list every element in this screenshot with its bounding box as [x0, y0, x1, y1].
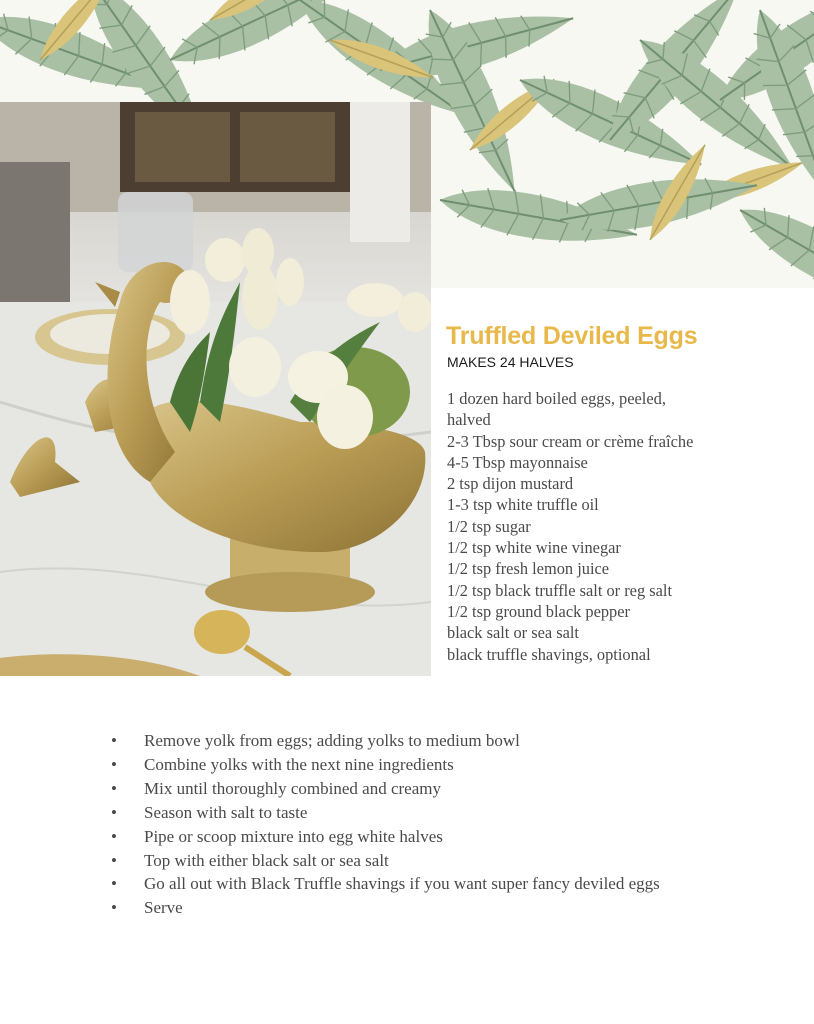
ingredient-line: black salt or sea salt — [447, 623, 579, 643]
recipe-card — [431, 288, 814, 676]
direction-step — [108, 801, 788, 825]
ingredient-line: 1-3 tsp white truffle oil — [447, 495, 599, 515]
direction-text: Remove yolk from eggs; adding yolks to medium bowl — [144, 731, 520, 750]
direction-step — [108, 849, 788, 873]
directions-list — [108, 729, 788, 920]
bullet-icon: • — [111, 826, 117, 846]
direction-step — [108, 872, 788, 896]
bullet-icon: • — [111, 754, 117, 774]
direction-step — [108, 777, 788, 801]
direction-step — [108, 825, 788, 849]
bullet-icon: • — [111, 802, 117, 822]
ingredient-line: 2 tsp dijon mustard — [447, 474, 574, 494]
direction-step — [108, 729, 788, 753]
bullet-icon: • — [111, 731, 117, 750]
ingredient-line: 1/2 tsp sugar — [447, 516, 531, 536]
ingredient-line: black truffle shavings, optional — [447, 644, 651, 664]
recipe-yield: MAKES 24 HALVES — [447, 354, 574, 370]
bullet-icon: • — [111, 898, 117, 918]
ingredient-line: halved — [447, 410, 491, 430]
photo-illustration — [0, 102, 431, 676]
ingredient-line: 1/2 tsp black truffle salt or reg salt — [447, 580, 673, 600]
direction-text: Top with either black salt or sea salt — [144, 850, 389, 870]
swan-centerpiece-photo — [0, 102, 431, 676]
direction-text: Mix until thoroughly combined and creamy — [144, 778, 441, 798]
bullet-icon: • — [111, 850, 117, 870]
ingredient-line: 1/2 tsp ground black pepper — [447, 601, 630, 621]
direction-text: Go all out with Black Truffle shavings if you want super fancy deviled eggs — [144, 874, 660, 894]
direction-text: Season with salt to taste — [144, 802, 308, 822]
ingredient-line: 1/2 tsp fresh lemon juice — [447, 559, 610, 579]
direction-step — [108, 896, 788, 920]
recipe-title: Truffled Deviled Eggs — [446, 322, 698, 350]
ingredient-line: 4-5 Tbsp mayonnaise — [447, 452, 588, 472]
direction-step — [108, 753, 788, 777]
ingredient-line: 2-3 Tbsp sour cream or crème fraîche — [447, 431, 694, 451]
ingredient-line: 1 dozen hard boiled eggs, peeled, — [447, 389, 666, 408]
bullet-icon: • — [111, 874, 117, 894]
direction-text: Combine yolks with the next nine ingredients — [144, 754, 454, 774]
direction-text: Serve — [144, 898, 183, 918]
ingredient-line: 1/2 tsp white wine vinegar — [447, 538, 621, 558]
bullet-icon: • — [111, 778, 117, 798]
ingredients-list — [447, 388, 807, 665]
direction-text: Pipe or scoop mixture into egg white halves — [144, 826, 443, 846]
